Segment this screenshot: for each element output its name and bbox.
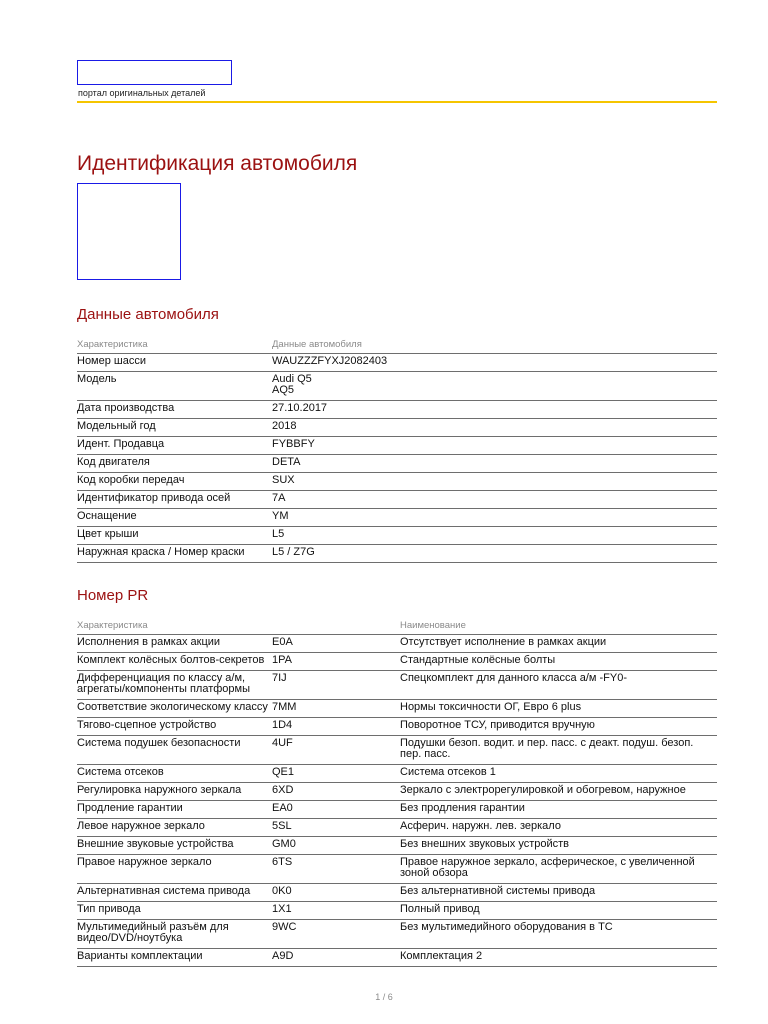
pr-name-cell: Стандартные колёсные болты <box>400 653 717 671</box>
pr-name-cell: Правое наружное зеркало, асферическое, с увеличенной зоной обзора <box>400 855 717 884</box>
pr-code-cell: EA0 <box>272 801 400 819</box>
table-row <box>77 902 717 920</box>
vehicle-value-cell: FYBBFY <box>272 437 717 455</box>
table-row <box>77 700 717 718</box>
characteristic-cell: Идент. Продавца <box>77 437 272 455</box>
column-header-vehicle-data: Данные автомобиля <box>272 339 717 354</box>
brand-logo-placeholder <box>77 60 232 85</box>
characteristic-cell: Комплект колёсных болтов-секретов <box>77 653 272 671</box>
pr-name-cell: Поворотное ТСУ, приводится вручную <box>400 718 717 736</box>
column-header-name: Наименование <box>400 620 717 635</box>
table-row <box>77 401 717 419</box>
pr-code-cell: 5SL <box>272 819 400 837</box>
characteristic-cell: Система отсеков <box>77 765 272 783</box>
table-row <box>77 545 717 563</box>
table-row <box>77 718 717 736</box>
characteristic-cell: Модель <box>77 372 272 401</box>
vehicle-value-cell: 2018 <box>272 419 717 437</box>
characteristic-cell: Оснащение <box>77 509 272 527</box>
pr-code-cell: E0A <box>272 635 400 653</box>
pr-number-table <box>77 620 717 967</box>
pr-code-cell: QE1 <box>272 765 400 783</box>
characteristic-cell: Код коробки передач <box>77 473 272 491</box>
pr-code-cell: 1PA <box>272 653 400 671</box>
pr-name-cell: Подушки безоп. водит. и пер. пасс. с деакт. подуш. безоп. пер. пасс. <box>400 736 717 765</box>
pr-code-cell: A9D <box>272 949 400 967</box>
table-row <box>77 920 717 949</box>
vehicle-value-cell: SUX <box>272 473 717 491</box>
characteristic-cell: Дата производства <box>77 401 272 419</box>
characteristic-cell: Исполнения в рамках акции <box>77 635 272 653</box>
pr-code-cell: 7IJ <box>272 671 400 700</box>
portal-tagline: портал оригинальных деталей <box>78 88 206 98</box>
characteristic-cell: Регулировка наружного зеркала <box>77 783 272 801</box>
header-divider <box>77 101 717 103</box>
characteristic-cell: Система подушек безопасности <box>77 736 272 765</box>
characteristic-cell: Продление гарантии <box>77 801 272 819</box>
vehicle-value-cell: YM <box>272 509 717 527</box>
pr-code-cell: 4UF <box>272 736 400 765</box>
characteristic-cell: Варианты комплектации <box>77 949 272 967</box>
pr-number-section-title: Номер PR <box>77 587 149 604</box>
column-header-characteristic: Характеристика <box>77 620 272 635</box>
pr-code-cell: 9WC <box>272 920 400 949</box>
characteristic-cell: Соответствие экологическому классу <box>77 700 272 718</box>
characteristic-cell: Модельный год <box>77 419 272 437</box>
vehicle-value-cell: 7A <box>272 491 717 509</box>
table-row <box>77 855 717 884</box>
column-header-code <box>272 620 400 635</box>
page-title: Идентификация автомобиля <box>77 152 358 175</box>
pr-name-cell: Отсутствует исполнение в рамках акции <box>400 635 717 653</box>
pr-code-cell: 1X1 <box>272 902 400 920</box>
table-row <box>77 455 717 473</box>
table-row <box>77 635 717 653</box>
characteristic-cell: Правое наружное зеркало <box>77 855 272 884</box>
pr-code-cell: GM0 <box>272 837 400 855</box>
vehicle-data-table <box>77 339 717 563</box>
page-number: 1 / 6 <box>375 992 393 1002</box>
characteristic-cell: Наружная краска / Номер краски <box>77 545 272 563</box>
vehicle-data-section-title: Данные автомобиля <box>77 306 219 323</box>
vehicle-image-placeholder <box>77 183 181 280</box>
table-row <box>77 354 717 372</box>
pr-name-cell: Без внешних звуковых устройств <box>400 837 717 855</box>
table-row <box>77 509 717 527</box>
table-row <box>77 527 717 545</box>
table-row <box>77 437 717 455</box>
pr-code-cell: 6TS <box>272 855 400 884</box>
table-row <box>77 491 717 509</box>
pr-name-cell: Система отсеков 1 <box>400 765 717 783</box>
vehicle-value-cell: L5 <box>272 527 717 545</box>
characteristic-cell: Альтернативная система привода <box>77 884 272 902</box>
table-header-row <box>77 339 717 354</box>
pr-name-cell: Зеркало с электрорегулировкой и обогревом, наружное <box>400 783 717 801</box>
pr-code-cell: 6XD <box>272 783 400 801</box>
characteristic-cell: Код двигателя <box>77 455 272 473</box>
table-row <box>77 372 717 401</box>
pr-name-cell: Полный привод <box>400 902 717 920</box>
table-row <box>77 819 717 837</box>
pr-code-cell: 1D4 <box>272 718 400 736</box>
pr-name-cell: Без мультимедийного оборудования в ТС <box>400 920 717 949</box>
characteristic-cell: Тип привода <box>77 902 272 920</box>
table-row <box>77 949 717 967</box>
pr-code-cell: 7MM <box>272 700 400 718</box>
vehicle-value-cell: Audi Q5 AQ5 <box>272 372 717 401</box>
table-row <box>77 783 717 801</box>
characteristic-cell: Идентификатор привода осей <box>77 491 272 509</box>
vehicle-value-cell: L5 / Z7G <box>272 545 717 563</box>
pr-name-cell: Асферич. наружн. лев. зеркало <box>400 819 717 837</box>
pr-name-cell: Без продления гарантии <box>400 801 717 819</box>
pr-name-cell: Комплектация 2 <box>400 949 717 967</box>
vehicle-value-cell: WAUZZZFYXJ2082403 <box>272 354 717 372</box>
characteristic-cell: Левое наружное зеркало <box>77 819 272 837</box>
table-row <box>77 801 717 819</box>
vehicle-value-cell: DETA <box>272 455 717 473</box>
characteristic-cell: Внешние звуковые устройства <box>77 837 272 855</box>
table-row <box>77 653 717 671</box>
vehicle-value-cell: 27.10.2017 <box>272 401 717 419</box>
characteristic-cell: Тягово-сцепное устройство <box>77 718 272 736</box>
column-header-characteristic: Характеристика <box>77 339 272 354</box>
pr-code-cell: 0K0 <box>272 884 400 902</box>
characteristic-cell: Номер шасси <box>77 354 272 372</box>
table-row <box>77 884 717 902</box>
characteristic-cell: Мультимедийный разъём для видео/DVD/ноутбука <box>77 920 272 949</box>
table-row <box>77 736 717 765</box>
table-row <box>77 765 717 783</box>
table-row <box>77 473 717 491</box>
table-header-row <box>77 620 717 635</box>
pr-name-cell: Без альтернативной системы привода <box>400 884 717 902</box>
table-row <box>77 671 717 700</box>
pr-name-cell: Нормы токсичности ОГ, Евро 6 plus <box>400 700 717 718</box>
characteristic-cell: Цвет крыши <box>77 527 272 545</box>
table-row <box>77 419 717 437</box>
pr-name-cell: Спецкомплект для данного класса а/м -FY0- <box>400 671 717 700</box>
table-row <box>77 837 717 855</box>
characteristic-cell: Дифференциация по классу а/м, агрегаты/компоненты платформы <box>77 671 272 700</box>
